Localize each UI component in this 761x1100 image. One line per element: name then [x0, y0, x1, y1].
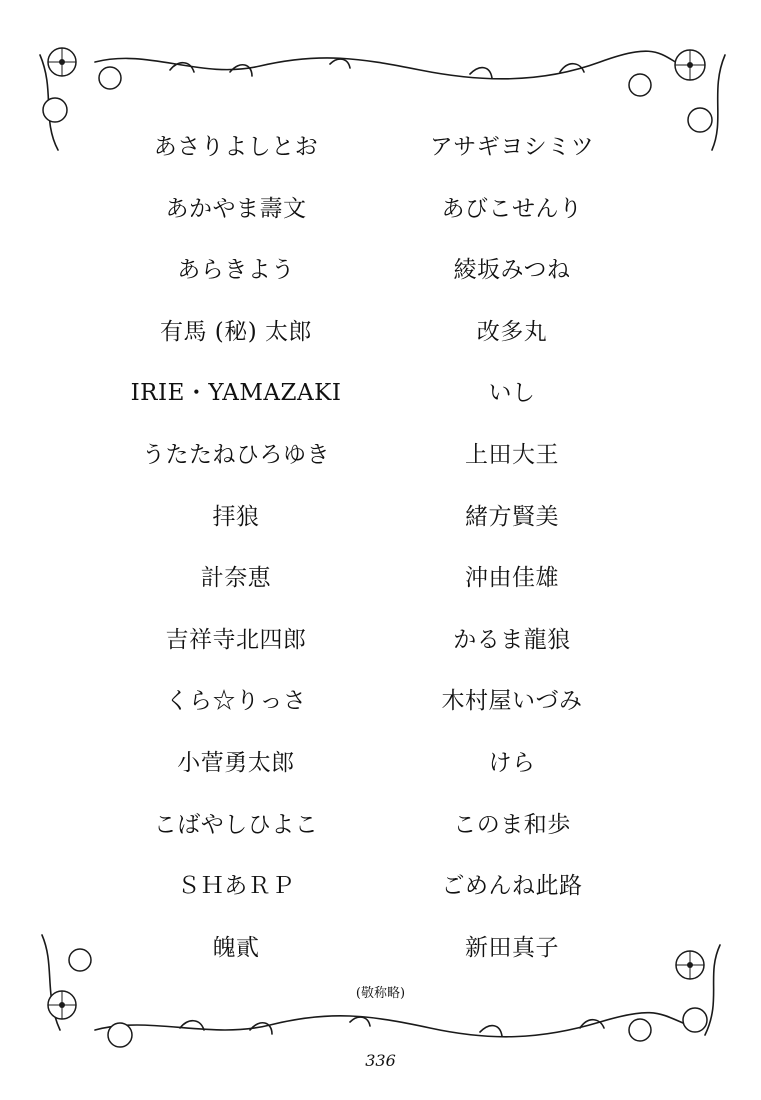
name-left: 小菅勇太郎: [177, 749, 295, 776]
bottom-vine: [95, 1013, 700, 1037]
list-item: [0, 302, 761, 364]
page-number: 336: [365, 1051, 396, 1070]
list-item: [0, 795, 761, 857]
list-item: [0, 610, 761, 672]
name-right: このま和歩: [453, 811, 571, 838]
name-right: あびこせんり: [441, 195, 583, 222]
top-vine: [95, 51, 690, 79]
name-right: 緒方賢美: [465, 503, 559, 530]
list-item: [0, 548, 761, 610]
name-right: 上田大王: [465, 441, 559, 468]
list-item: [0, 918, 761, 980]
name-right: 改多丸: [476, 318, 548, 345]
name-left: あさりよしとお: [153, 134, 319, 160]
contributor-list: [0, 117, 761, 979]
name-right: アサギヨシミツ: [429, 134, 595, 160]
list-item: [0, 487, 761, 549]
name-left: くら☆りっさ: [165, 688, 307, 715]
name-right: 新田真子: [465, 934, 559, 961]
honorific-note: (敬称略): [355, 986, 406, 1001]
name-left: 吉祥寺北四郎: [165, 626, 307, 653]
list-item: [0, 117, 761, 179]
name-right: 沖由佳雄: [465, 565, 559, 592]
name-left: こばやしひよこ: [153, 811, 319, 838]
list-item: [0, 240, 761, 302]
list-item: [0, 733, 761, 795]
name-right: ごめんね此路: [441, 873, 583, 900]
name-left: ＳＨあＲＰ: [177, 873, 295, 900]
name-left: 魄貳: [212, 934, 260, 961]
list-item: [0, 671, 761, 733]
list-item: [0, 856, 761, 918]
name-left: あかやま壽文: [165, 195, 307, 222]
name-left: 拝狼: [212, 503, 260, 530]
list-item: [0, 425, 761, 487]
name-right: 綾坂みつね: [453, 257, 571, 284]
name-left: IRIE・YAMAZAKI: [130, 380, 342, 407]
name-right: いし: [488, 380, 536, 407]
name-right: かるま龍狼: [453, 626, 571, 653]
list-item: [0, 363, 761, 425]
name-right: 木村屋いづみ: [441, 688, 583, 715]
name-left: あらきよう: [177, 257, 295, 284]
list-item: [0, 179, 761, 241]
name-left: うたたねひろゆき: [142, 441, 330, 468]
name-left: 有馬 (秘) 太郎: [159, 318, 313, 345]
name-right: けら: [488, 749, 536, 776]
name-left: 計奈恵: [200, 565, 272, 592]
